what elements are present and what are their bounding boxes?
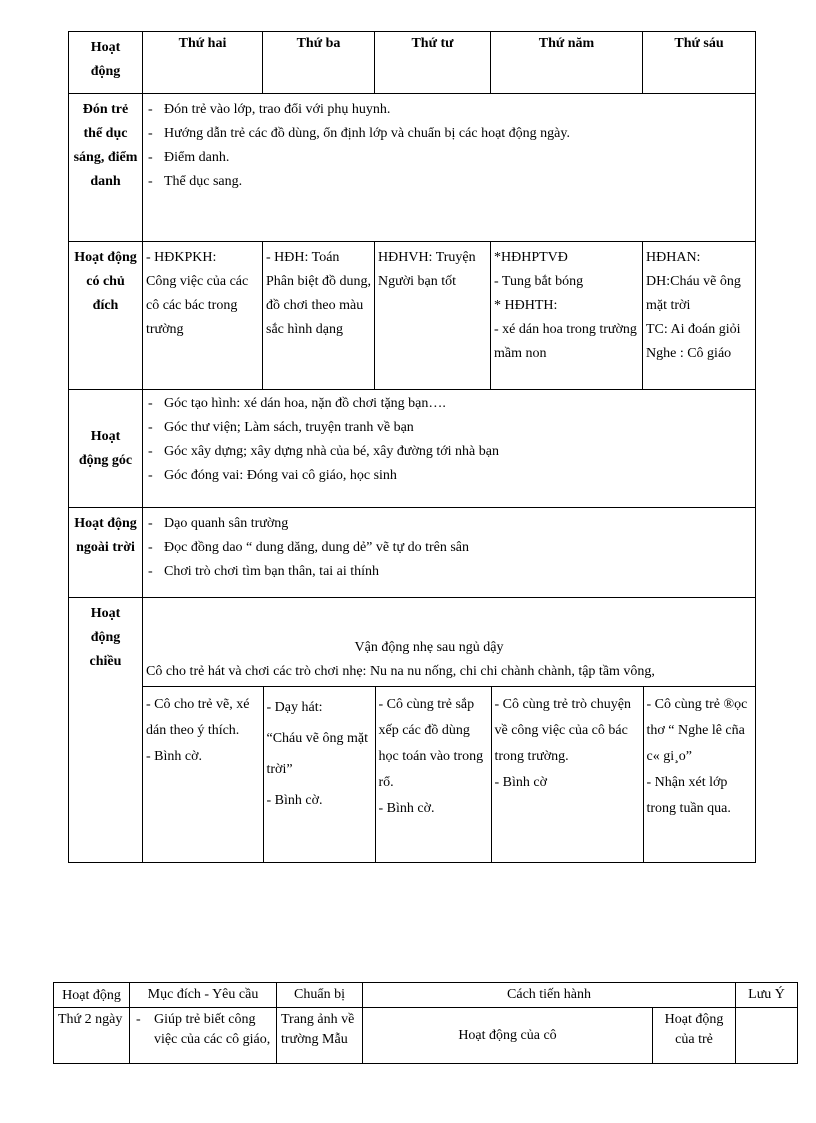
row-afternoon-activity bbox=[69, 598, 756, 863]
list-item: - Chơi trò chơi tìm bạn thân, tai ai thính bbox=[146, 560, 752, 584]
text-line: * HĐHTH: bbox=[494, 298, 558, 313]
row-label-outdoor: Hoạt động ngoài trời bbox=[69, 508, 143, 598]
lesson-header-prep: Chuẩn bị bbox=[277, 983, 363, 1008]
text-line: DH:Cháu vẽ ông mặt trời bbox=[646, 274, 741, 313]
text-line: - Bình cờ. bbox=[378, 801, 435, 816]
afternoon-thursday bbox=[491, 687, 643, 862]
text-line: - Cô cùng trẻ sắp xếp các đồ dùng học toán vào trong rổ. bbox=[378, 697, 484, 790]
lesson-note bbox=[736, 1008, 798, 1064]
lesson-prep: Trang ảnh về trường Mẫu bbox=[277, 1008, 363, 1064]
text-line: - Bình cờ. bbox=[266, 793, 323, 808]
header-activity: Hoạt động bbox=[69, 32, 143, 94]
focused-friday bbox=[643, 242, 756, 390]
lesson-header-note: Lưu Ý bbox=[736, 983, 798, 1008]
row-label-afternoon: Hoạt động chiều bbox=[69, 598, 143, 863]
header-row bbox=[69, 32, 756, 94]
text-line: Công việc của các cô các bác trong trường bbox=[146, 274, 249, 337]
list-item: - Góc xây dựng; xây dựng nhà của bé, xây đường tới nhà bạn bbox=[146, 440, 752, 464]
text-line: TC: Ai đoán giỏi bbox=[646, 322, 741, 337]
text-line: Nghe : Cô giáo bbox=[646, 346, 732, 361]
header-tuesday: Thứ ba bbox=[263, 32, 375, 94]
lesson-row bbox=[54, 1008, 798, 1064]
text-line: - HĐKPKH: bbox=[146, 250, 217, 265]
text-line: - Nhận xét lớp trong tuần qua. bbox=[646, 775, 731, 816]
row-focused-activity bbox=[69, 242, 756, 390]
afternoon-monday bbox=[143, 687, 263, 862]
weekly-plan-table bbox=[68, 31, 756, 863]
text-line: - Dạy hát: bbox=[266, 700, 323, 715]
row-label-corner: Hoạt động góc bbox=[69, 390, 143, 508]
list-item: - Hướng dẫn trẻ các đồ dùng, ổn định lớp và chuẩn bị các hoạt động ngày. bbox=[146, 122, 752, 146]
text-line: HĐHVH: Truyện Người bạn tốt bbox=[378, 250, 476, 289]
lesson-header-activity: Hoạt động bbox=[54, 983, 130, 1008]
outdoor-content bbox=[143, 508, 756, 598]
list-item: - Góc đóng vai: Đóng vai cô giáo, học sinh bbox=[146, 464, 752, 488]
afternoon-content bbox=[143, 598, 756, 863]
afternoon-wednesday bbox=[375, 687, 491, 862]
afternoon-friday bbox=[643, 687, 756, 862]
header-monday: Thứ hai bbox=[143, 32, 263, 94]
list-item: - Giúp trẻ biết công việc của các cô giáo, bbox=[134, 1010, 272, 1050]
text-line: - HĐH: Toán bbox=[266, 250, 340, 265]
list-item: - Góc tạo hình: xé dán hoa, nặn đồ chơi tặng bạn…. bbox=[146, 392, 752, 416]
text-line: - Bình cờ bbox=[494, 775, 548, 790]
focused-tuesday bbox=[263, 242, 375, 390]
afternoon-day-table bbox=[143, 686, 756, 862]
row-outdoor-activity bbox=[69, 508, 756, 598]
lesson-teacher-activity: Hoạt động của cô bbox=[363, 1008, 653, 1064]
text-line: - xé dán hoa trong trường mầm non bbox=[494, 322, 637, 361]
text-line: - Bình cờ. bbox=[146, 749, 203, 764]
corner-content bbox=[143, 390, 756, 508]
text-line: - Tung bắt bóng bbox=[494, 274, 584, 289]
list-item: - Đọc đồng dao “ dung dăng, dung dẻ” vẽ tự do trên sân bbox=[146, 536, 752, 560]
row-corner-activity bbox=[69, 390, 756, 508]
lesson-purpose bbox=[130, 1008, 277, 1064]
text-line: - Cô cho trẻ vẽ, xé dán theo ý thích. bbox=[146, 697, 250, 738]
lesson-child-activity: Hoạt động của trẻ bbox=[653, 1008, 736, 1064]
lesson-header-row bbox=[54, 983, 798, 1008]
text-line: *HĐHPTVĐ bbox=[494, 250, 568, 265]
afternoon-tuesday bbox=[263, 687, 375, 862]
row-label-morning: Đón trẻ thể dục sáng, điểm danh bbox=[69, 94, 143, 242]
text-line: - Cô cùng trẻ trò chuyện về công việc của cô bác trong trường. bbox=[494, 697, 631, 764]
row-morning bbox=[69, 94, 756, 242]
focused-monday bbox=[143, 242, 263, 390]
list-item: - Điểm danh. bbox=[146, 146, 752, 170]
header-thursday: Thứ năm bbox=[491, 32, 643, 94]
header-friday: Thứ sáu bbox=[643, 32, 756, 94]
morning-content bbox=[143, 94, 756, 242]
lesson-day: Thứ 2 ngày bbox=[54, 1008, 130, 1064]
text-line: HĐHAN: bbox=[646, 250, 701, 265]
header-wednesday: Thứ tư bbox=[375, 32, 491, 94]
list-item: - Góc thư viện; Làm sách, truyện tranh về bạn bbox=[146, 416, 752, 440]
afternoon-title: Vận động nhẹ sau ngủ dậy bbox=[354, 640, 504, 655]
text-line: - Cô cùng trẻ ®ọc thơ “ Nghe lê cña c« gi¸o” bbox=[646, 697, 748, 764]
list-item: - Đón trẻ vào lớp, trao đổi với phụ huynh. bbox=[146, 98, 752, 122]
focused-wednesday bbox=[375, 242, 491, 390]
row-label-focused: Hoạt động có chủ đích bbox=[69, 242, 143, 390]
afternoon-intro: Cô cho trẻ hát và chơi các trò chơi nhẹ: Nu na nu nống, chi chi chành chành, tập tầm vông, bbox=[146, 664, 655, 679]
list-item: - Thể dục sang. bbox=[146, 170, 752, 194]
lesson-header-purpose: Mục đích - Yêu cầu bbox=[130, 983, 277, 1008]
list-item: - Dạo quanh sân trường bbox=[146, 512, 752, 536]
focused-thursday bbox=[491, 242, 643, 390]
text-line: “Cháu vẽ ông mặt trời” bbox=[266, 731, 368, 777]
text-line: Phân biệt đồ dung, đồ chơi theo màu sắc hình dạng bbox=[266, 274, 371, 337]
lesson-plan-table bbox=[53, 982, 798, 1064]
lesson-header-method: Cách tiến hành bbox=[363, 983, 736, 1008]
